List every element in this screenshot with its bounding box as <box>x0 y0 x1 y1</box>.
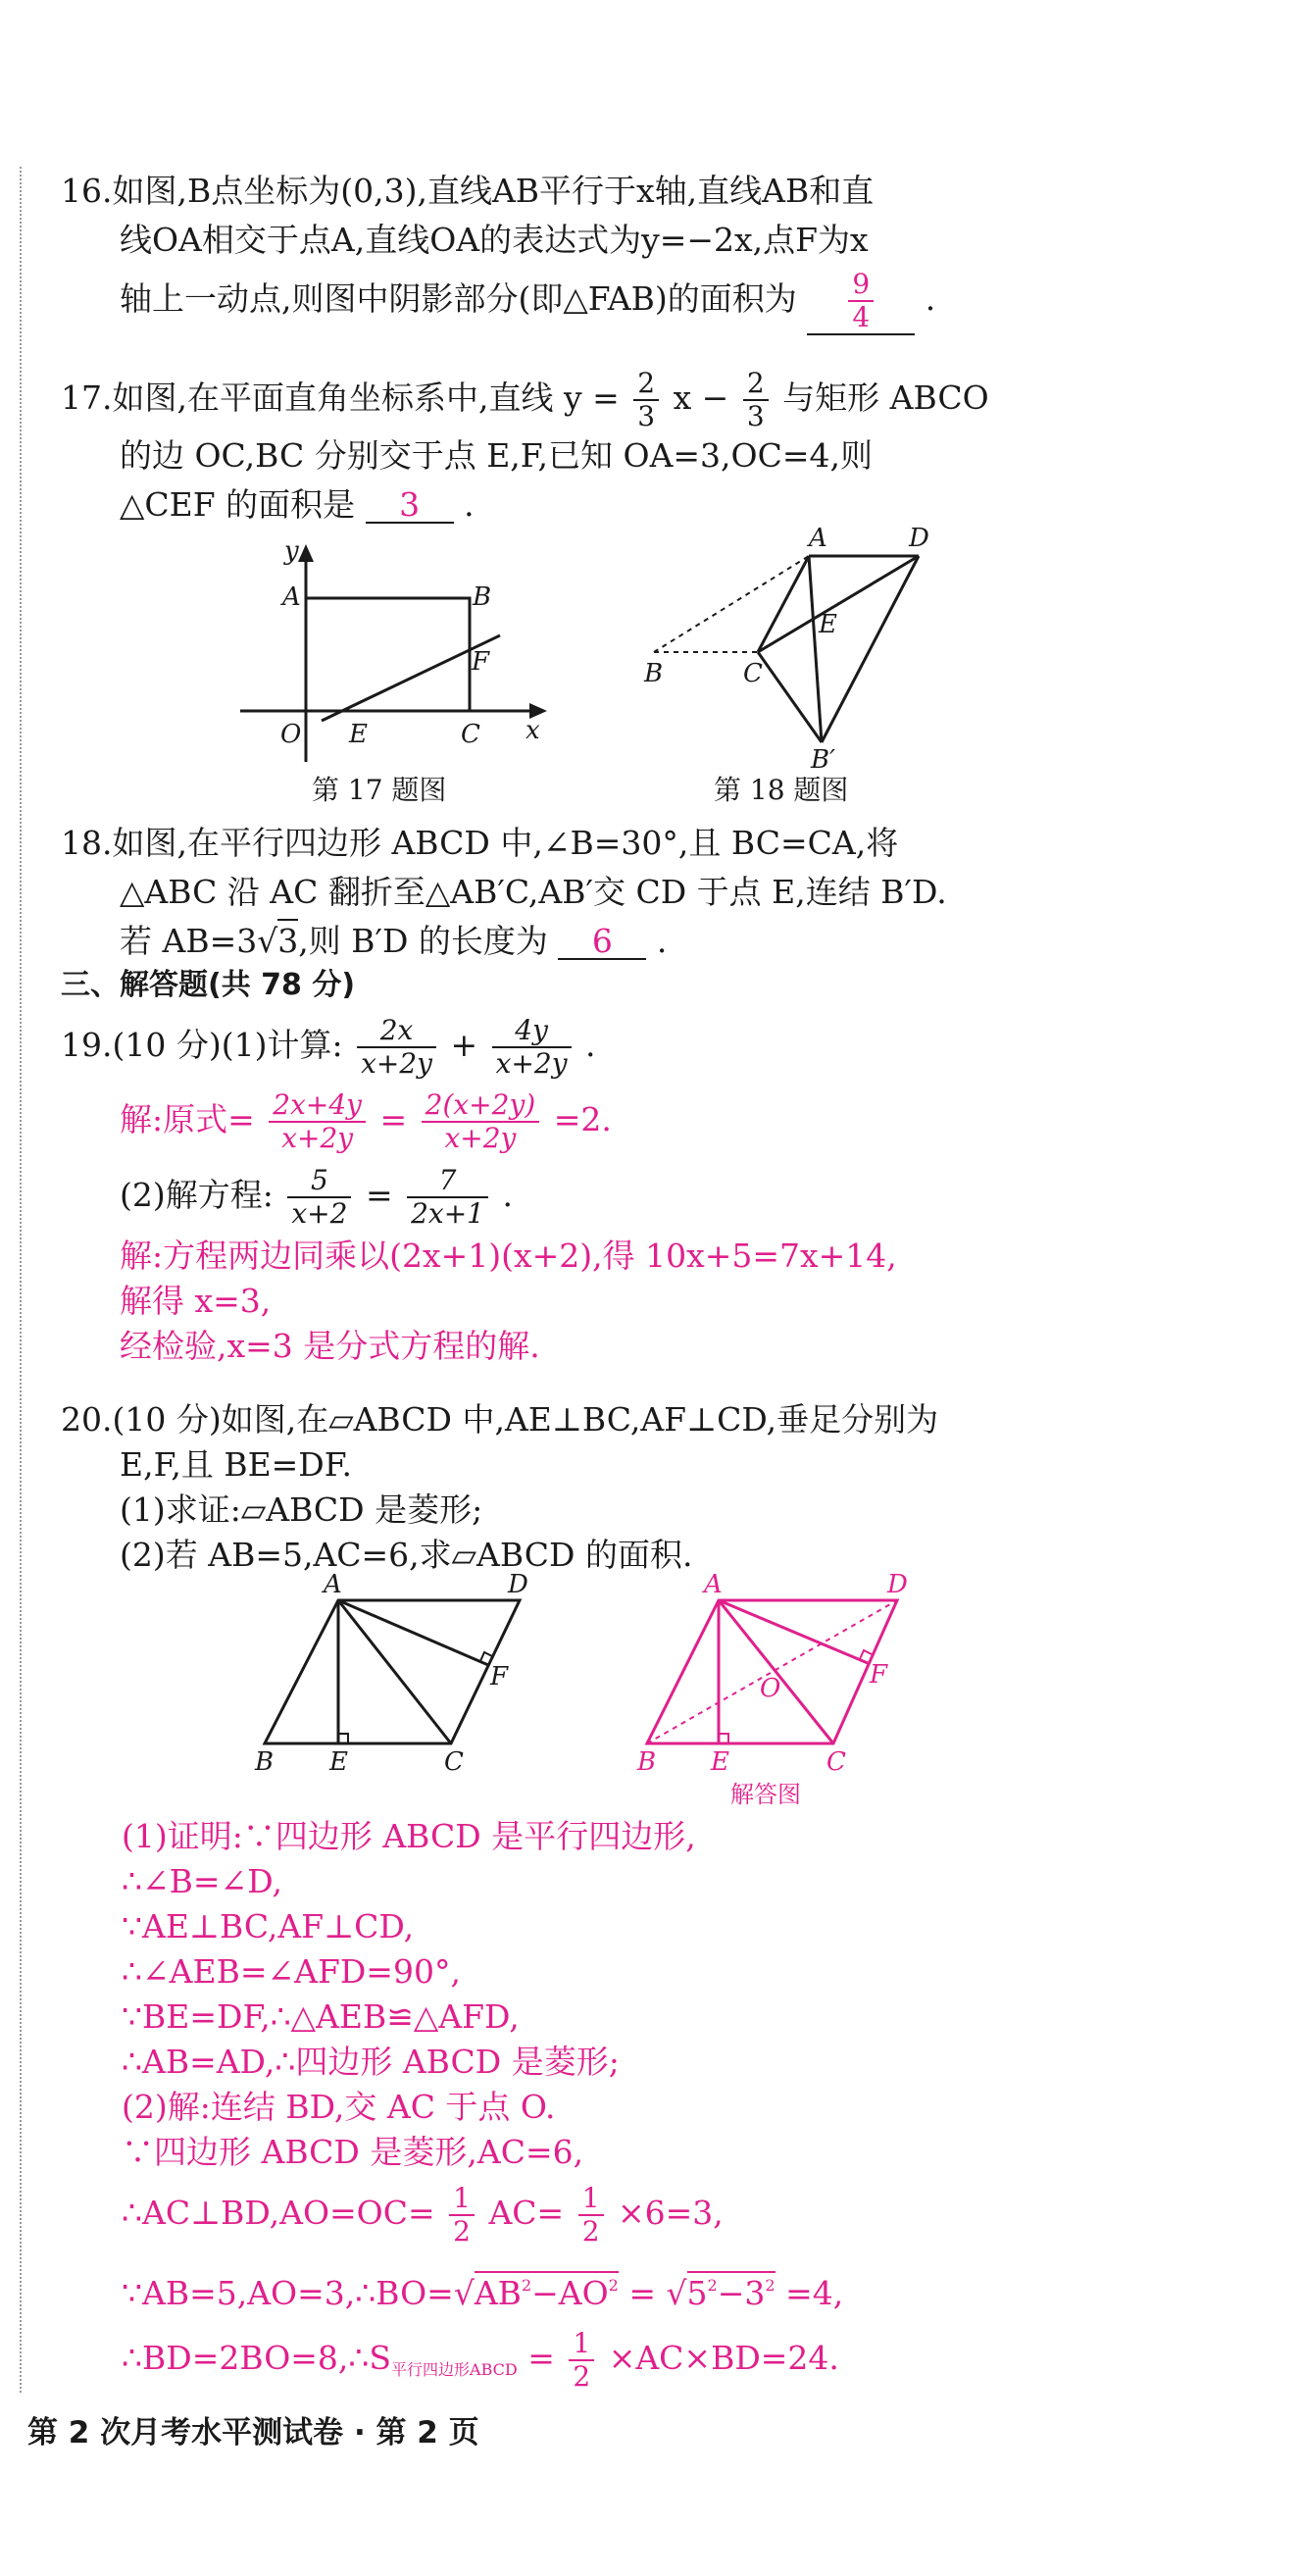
fig17-label-c: C <box>461 720 480 749</box>
q20-line3: (1)求证:▱ABCD 是菱形; <box>120 1490 483 1529</box>
fig18-caption: 第 18 题图 <box>714 774 849 806</box>
fig18-label-a: A <box>809 525 827 553</box>
q20-sol-line11: $\therefore BD=2BO=8,\therefore S_{平行四边形ABCD}$ = $\frac{1}{2}$ ×AC×BD=24. <box>122 2327 839 2393</box>
fig17-label-o: O <box>280 720 302 749</box>
fig17-label-a: A <box>282 582 301 612</box>
fig18-ab-dashed <box>654 556 809 652</box>
fig20-label-a: A <box>324 1570 342 1599</box>
q19-solution2-line3: 经检验,x=3 是分式方程的解. <box>120 1327 540 1365</box>
fig20a-label-d: D <box>887 1570 908 1599</box>
q20-sol-line6: ∴AB=AD,∴四边形 ABCD 是菱形; <box>122 2043 620 2081</box>
fig20-af <box>338 1600 488 1665</box>
q16-line2: 线OA相交于点A,直线OA的表达式为y=−2x,点F为x <box>120 221 869 259</box>
fig20-label-d: D <box>508 1570 528 1599</box>
fig17-caption: 第 17 题图 <box>312 774 447 806</box>
fig20a-label-a: A <box>704 1570 723 1599</box>
q20-line2: E,F,且 BE=DF. <box>120 1445 353 1484</box>
q18-answer-blank: 6 <box>558 925 646 960</box>
q18-line2: △ABC 沿 AC 翻折至△AB′C,AB′交 CD 于点 E,连结 B′D. <box>120 873 947 911</box>
q20-line1: 20.(10 分)如图,在▱ABCD 中,AE⊥BC,AF⊥CD,垂足分别为 <box>61 1400 939 1439</box>
figure-18 <box>642 525 956 770</box>
question-17 <box>61 365 989 530</box>
q19-solution2-line1: 解:方程两边同乘以(2x+1)(x+2),得 10x+5=7x+14, <box>120 1237 897 1275</box>
q16-line3: 轴上一动点,则图中阴影部分(即△FAB)的面积为 $\frac{9}{4}$ . <box>120 268 936 333</box>
q17-line3: △CEF 的面积是 3 . <box>120 485 475 524</box>
question-18 <box>61 819 947 966</box>
fig18-label-d: D <box>909 525 929 553</box>
q17-answer-blank: 3 <box>366 488 454 524</box>
q20-sol-line7: (2)解:连结 BD,交 AC 于点 O. <box>122 2088 556 2126</box>
q17-fraction-2: $\frac{2}{3}$ <box>743 368 769 432</box>
q18-line3: 若 AB=3√3,则 B′D 的长度为 6 . <box>61 917 947 966</box>
q20-sol-line4: ∴∠AEB=∠AFD=90°, <box>122 1952 461 1991</box>
q19-solution2-line2: 解得 x=3, <box>120 1282 272 1320</box>
fig17-label-f: F <box>472 647 490 677</box>
fig17-label-x: x <box>525 716 540 745</box>
q20-sol-line10: $\because AB=5,AO=3,\therefore BO=√AB^2-AO^2 = √5^2-3^2 =4$, <box>122 2251 843 2320</box>
q19-solution1: 解:原式= $\frac{2x+4y}{x+2y}$ = $\frac{2(x+2y)}{x+2y}$ =2. <box>120 1088 612 1154</box>
fig17-label-y: y <box>284 536 299 566</box>
fig20a-label-f: F <box>870 1660 888 1690</box>
fig18-label-e: E <box>819 610 837 639</box>
q17-line2: 的边 OC,BC 分别交于点 E,F,已知 OA=3,OC=4,则 <box>120 436 873 475</box>
fig20a-ac <box>719 1600 833 1743</box>
fig20-parallelogram <box>265 1600 520 1743</box>
fig17-label-e: E <box>349 720 368 749</box>
q20-solution <box>122 1814 843 2397</box>
fig18-ab-prime <box>809 556 822 742</box>
q16-answer-fraction: $\frac{9}{4}$ <box>848 269 874 333</box>
fig20a-af <box>719 1600 868 1663</box>
q19-part1: 19.(10 分)(1)计算: $\frac{2x}{x+2y}$ + $\frac{4y}{x+2y}$ . <box>61 1014 596 1080</box>
q20-sol-line9: ∴AC⊥BD,AO=OC= $\frac{1}{2}$ AC= $\frac{1}{2}$ ×6=3, <box>122 2182 724 2248</box>
fig20-label-f: F <box>490 1662 509 1692</box>
q16-line1: 16.如图,B点坐标为(0,3),直线AB平行于x轴,直线AB和直 <box>61 172 875 210</box>
q17-line1: 17.如图,在平面直角坐标系中,直线 y = $\frac{2}{3}$ x − $\frac{2}{3}$ 与矩形 ABCO <box>61 367 989 432</box>
q17-fraction-1: $\frac{2}{3}$ <box>633 368 659 432</box>
fig20a-label-b: B <box>637 1747 657 1777</box>
q20-sol-line3: ∵AE⊥BC,AF⊥CD, <box>122 1907 415 1945</box>
figure-20-answer <box>632 1569 946 1809</box>
q20-sol-line5: ∵BE=DF,∴△AEB≌△AFD, <box>122 1997 520 2036</box>
fig20-label-e: E <box>329 1747 348 1777</box>
margin-dotted-line <box>20 167 22 2393</box>
fig20a-label-c: C <box>826 1747 846 1777</box>
fig17-label-b: B <box>473 582 492 612</box>
figure-20 <box>245 1569 559 1785</box>
q19-part2: (2)解方程: $\frac{5}{x+2}$ = $\frac{7}{2x+1}$ . <box>120 1164 513 1230</box>
fig18-cb-prime <box>758 652 822 742</box>
section-3-title: 三、解答题(共 78 分) <box>61 968 356 1002</box>
fig18-label-b-prime: B′ <box>811 745 836 770</box>
q16-answer-blank <box>807 269 915 335</box>
fig17-rectangle <box>306 598 470 711</box>
q20-line4: (2)若 AB=5,AC=6,求▱ABCD 的面积. <box>120 1536 693 1574</box>
fig20a-caption: 解答图 <box>730 1781 801 1808</box>
q20-sol-line1: (1)证明:∵四边形 ABCD 是平行四边形, <box>122 1817 696 1855</box>
q20-sol-line2: ∴∠B=∠D, <box>122 1862 282 1900</box>
fig20-label-c: C <box>444 1747 464 1777</box>
page-footer: 第 2 次月考水平测试卷 · 第 2 页 <box>27 2415 479 2450</box>
question-19 <box>61 1008 897 1369</box>
fig18-label-b: B <box>644 659 664 688</box>
fig17-y-arrow <box>298 544 314 562</box>
fig20a-right-angle-f <box>860 1650 872 1659</box>
question-20 <box>61 1397 938 1578</box>
q20-sol-line8: ∵四边形 ABCD 是菱形,AC=6, <box>122 2133 584 2171</box>
fig20a-label-e: E <box>711 1747 729 1777</box>
figure-17 <box>235 534 549 780</box>
fig20a-label-o: O <box>760 1674 781 1703</box>
question-16 <box>61 167 935 333</box>
fig20-ac <box>338 1600 451 1743</box>
q18-line1: 18.如图,在平行四边形 ABCD 中,∠B=30°,且 BC=CA,将 <box>61 824 899 862</box>
fig20-label-b: B <box>255 1747 275 1777</box>
fig18-label-c: C <box>743 659 763 688</box>
